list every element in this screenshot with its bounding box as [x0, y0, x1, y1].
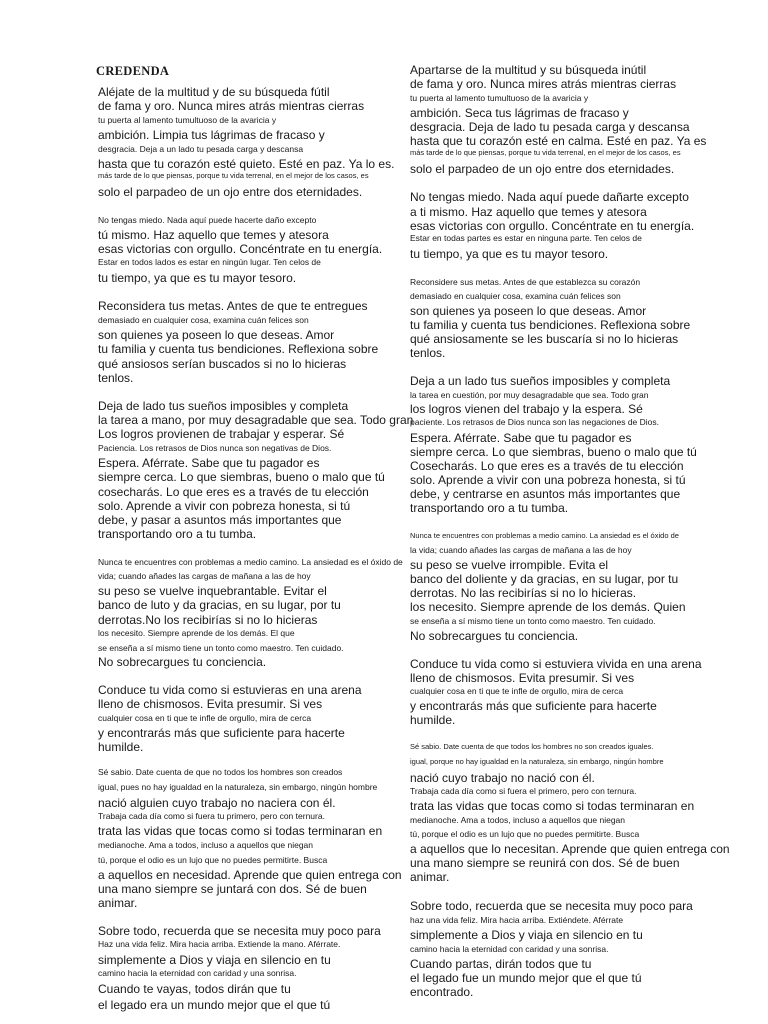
left-column-text-line: camino hacia la eternidad con caridad y una sonrisa.: [98, 968, 297, 978]
right-column-text-line: encontrado.: [410, 985, 474, 999]
left-column-text-line: Estar en todos lados es estar en ningún lugar. Ten celos de: [98, 257, 321, 267]
right-column-text-line: Cuando partas, dirán todos que tu: [410, 957, 592, 971]
right-column-text-line: Deja a un lado tus sueños imposibles y completa: [410, 374, 671, 388]
right-column-text-line: trata las vidas que tocas como si todas terminaran en: [410, 799, 695, 813]
left-column-text-line: No sobrecargues tu conciencia.: [98, 655, 267, 669]
right-column-text-line: tenlos.: [410, 346, 446, 360]
right-column-text-line: animar.: [410, 870, 450, 884]
right-column-text-line: demasiado en cualquier cosa, examina cuán felices son: [410, 291, 621, 301]
left-column-text-line: vida; cuando añades las cargas de mañana a las de hoy: [98, 571, 311, 581]
right-column-text-line: haz una vida feliz. Mira hacia arriba. Extiéndete. Aférrate: [410, 915, 624, 925]
left-column-text-line: Los logros provienen de trabajar y esperar. Sé: [98, 427, 345, 441]
left-column-text-line: a aquellos en necesidad. Aprende que quien entrega con: [98, 868, 402, 882]
left-column-text-line: Paciencia. Los retrasos de Dios nunca son negativas de Dios.: [98, 443, 332, 453]
left-column-text-line: banco de luto y da gracias, en su lugar, por tu: [98, 598, 341, 612]
document-title: CREDENDA: [96, 64, 170, 78]
right-column-text-line: Trabaja cada día como si fuera el primero, pero con ternura.: [410, 786, 637, 796]
right-column-text-line: Conduce tu vida como si estuviera vivida en una arena: [410, 657, 702, 671]
right-column-text-line: tu puerta al lamento tumultuoso de la avaricia y: [410, 93, 589, 103]
right-column-text-line: solo. Aprende a vivir con una pobreza honesta, si tú: [410, 473, 686, 487]
right-column-text-line: una mano siempre se reunirá con dos. Sé de buen: [410, 856, 680, 870]
left-column-text-line: el legado era un mundo mejor que el que tú: [98, 998, 331, 1012]
right-column-text-line: banco del doliente y da gracias, en su lugar, por tu: [410, 572, 679, 586]
left-column-text-line: Conduce tu vida como si estuvieras en una arena: [98, 683, 362, 697]
left-column-text-line: los necesito. Siempre aprende de los demás. El que: [98, 628, 295, 638]
right-column-text-line: a ti mismo. Haz aquello que temes y atesora: [410, 205, 647, 219]
right-column-text-line: tu tiempo, ya que es tu mayor tesoro.: [410, 247, 609, 261]
left-column-text-line: No tengas miedo. Nada aquí puede hacerte daño excepto: [98, 215, 317, 225]
left-column-text-line: tu tiempo, ya que es tu mayor tesoro.: [98, 271, 297, 285]
left-column-text-line: humilde.: [98, 740, 144, 754]
right-column-text-line: solo el parpadeo de un ojo entre dos eternidades.: [410, 162, 675, 176]
left-column-text-line: la tarea a mano, por muy desagradable que sea. Todo gran: [98, 413, 414, 427]
right-column-text-line: Estar en todas partes es estar en ninguna parte. Ten celos de: [410, 233, 642, 243]
left-column-text-line: cualquier cosa en ti que te infle de orgullo, mira de cerca: [98, 713, 312, 723]
left-column-text-line: transportando oro a tu tumba.: [98, 527, 257, 541]
left-column-text-line: trata las vidas que tocas como si todas terminaran en: [98, 824, 383, 838]
right-column-text-line: la vida; cuando añades las cargas de mañana a las de hoy: [410, 545, 632, 555]
left-column-text-line: esas victorias con orgullo. Concéntrate en tu energía.: [98, 242, 383, 256]
left-column-text-line: Sobre todo, recuerda que se necesita muy poco para: [98, 924, 381, 938]
right-column-text-line: paciente. Los retrasos de Dios nunca son las negaciones de Dios.: [410, 417, 660, 427]
left-column-text-line: Nunca te encuentres con problemas a medio camino. La ansiedad es el óxido de: [98, 557, 403, 567]
left-column-text-line: ambición. Limpia tus lágrimas de fracaso y: [98, 128, 325, 142]
left-column-text-line: debe, y pasar a asuntos más importantes que: [98, 513, 342, 527]
left-column-text-line: lleno de chismosos. Evita presumir. Si ves: [98, 697, 323, 711]
left-column-text-line: Reconsidera tus metas. Antes de que te entregues: [98, 299, 368, 313]
right-column-text-line: Cosecharás. Lo que eres es a través de tu elección: [410, 459, 684, 473]
right-column-text-line: camino hacia la eternidad con caridad y una sonrisa.: [410, 944, 609, 954]
left-column-text-line: Haz una vida feliz. Mira hacia arriba. Extiende la mano. Aférrate.: [98, 939, 341, 949]
left-column-text-line: medianoche. Ama a todos, incluso a aquellos que niegan: [98, 840, 314, 850]
right-column-text-line: esas victorias con orgullo. Concéntrate en tu energía.: [410, 219, 695, 233]
right-column-text-line: Sobre todo, recuerda que se necesita muy poco para: [410, 899, 693, 913]
right-column-text-line: Nunca te encuentres con problemas a medio camino. La ansiedad es el óxido de: [410, 531, 679, 540]
right-column-text-line: los logros vienen del trabajo y la espera. Sé: [410, 402, 643, 416]
right-column-text-line: No tengas miedo. Nada aquí puede dañarte excepto: [410, 190, 689, 204]
left-column-text-line: más tarde de lo que piensas, porque tu vida terrenal, en el mejor de los casos, es: [98, 171, 369, 180]
right-column-text-line: más tarde de lo que piensas, porque tu vida terrenal, en el mejor de los casos, es: [410, 148, 681, 157]
right-column-text-line: a aquellos que lo necesitan. Aprende que quien entrega con: [410, 842, 730, 856]
left-column-text-line: siempre cerca. Lo que siembras, bueno o malo que tú: [98, 470, 385, 484]
right-column-text-line: qué ansiosamente se les buscaría si no lo hicieras: [410, 332, 679, 346]
left-column-text-line: se enseña a sí mismo tiene un tonto como maestro. Ten cuidado.: [98, 643, 344, 653]
right-column-text-line: No sobrecargues tu conciencia.: [410, 629, 579, 643]
right-column-text-line: su peso se vuelve irrompible. Evita el: [410, 558, 609, 572]
left-column-text-line: son quienes ya poseen lo que deseas. Amor: [98, 328, 335, 342]
right-column-text-line: y encontrarás más que suficiente para hacerte: [410, 699, 657, 713]
right-column-text-line: Espera. Aférrate. Sabe que tu pagador es: [410, 431, 632, 445]
left-column-text-line: solo. Aprende a vivir con pobreza honesta, si tú: [98, 499, 351, 513]
left-column-text-line: nació alguien cuyo trabajo no naciera con él.: [98, 796, 336, 810]
left-column-text-line: y encontrarás más que suficiente para hacerte: [98, 726, 345, 740]
right-column-text-line: el legado fue un mundo mejor que el que tú: [410, 971, 642, 985]
right-column-text-line: se enseña a sí mismo tiene un tonto como maestro. Ten cuidado.: [410, 616, 656, 626]
right-column-text-line: tú, porque el odio es un lujo que no puedes permitirte. Busca: [410, 829, 640, 839]
left-column-text-line: tu puerta al lamento tumultuoso de la avaricia y: [98, 115, 277, 125]
right-column-text-line: la tarea en cuestión, por muy desagradable que sea. Todo gran: [410, 390, 649, 400]
right-column-text-line: Apartarse de la multitud y su búsqueda inútil: [410, 63, 647, 77]
right-column-text-line: Sé sabio. Date cuenta de que todos los hombres no son creados iguales.: [410, 742, 654, 751]
right-column-text-line: ambición. Seca tus lágrimas de fracaso y: [410, 106, 629, 120]
left-column-text-line: simplemente a Dios y viaja en silencio en tu: [98, 953, 331, 967]
left-column-text-line: igual, pues no hay igualdad en la naturaleza, sin embargo, ningún hombre: [98, 782, 378, 792]
left-column-text-line: cosecharás. Lo que eres es a través de tu elección: [98, 485, 369, 499]
right-column-text-line: son quienes ya poseen lo que deseas. Amor: [410, 304, 647, 318]
left-column-text-line: hasta que tu corazón esté quieto. Esté en paz. Ya lo es.: [98, 157, 395, 171]
left-column-text-line: Espera. Aférrate. Sabe que tu pagador es: [98, 456, 320, 470]
right-column-text-line: desgracia. Deja de lado tu pesada carga y descansa: [410, 120, 690, 134]
left-column-text-line: tú, porque el odio es un lujo que no puedes permitirte. Busca: [98, 855, 328, 865]
right-column-text-line: derrotas. No las recibirías si no lo hicieras.: [410, 586, 637, 600]
left-column-text-line: Trabaja cada día como si fuera tu primero, pero con ternura.: [98, 811, 325, 821]
right-column-text-line: igual, porque no hay igualdad en la naturaleza, sin embargo, ningún hombre: [410, 757, 664, 766]
right-column-text-line: medianoche. Ama a todos, incluso a aquellos que niegan: [410, 815, 626, 825]
left-column-text-line: qué ansiosos serían buscados si no lo hicieras: [98, 357, 347, 371]
right-column-text-line: humilde.: [410, 713, 456, 727]
right-column-text-line: los necesito. Siempre aprende de los demás. Quien: [410, 600, 686, 614]
right-column-text-line: transportando oro a tu tumba.: [410, 501, 569, 515]
left-column-text-line: demasiado en cualquier cosa, examina cuán felices son: [98, 315, 309, 325]
left-column-text-line: de fama y oro. Nunca mires atrás mientras cierras: [98, 99, 365, 113]
left-column-text-line: tú mismo. Haz aquello que temes y atesora: [98, 228, 329, 242]
right-column-text-line: debe, y centrarse en asuntos más importantes que: [410, 487, 681, 501]
left-column-text-line: tu familia y cuenta tus bendiciones. Reflexiona sobre: [98, 342, 379, 356]
left-column-text-line: Cuando te vayas, todos dirán que tu: [98, 982, 291, 996]
left-column-text-line: Aléjate de la multitud y de su búsqueda fútil: [98, 85, 330, 99]
right-column-text-line: de fama y oro. Nunca mires atrás mientras cierras: [410, 77, 677, 91]
right-column-text-line: simplemente a Dios y viaja en silencio en tu: [410, 928, 643, 942]
right-column-text-line: Reconsidere sus metas. Antes de que establezca su corazón: [410, 277, 641, 287]
left-column-text-line: Sé sabio. Date cuenta de que no todos los hombres son creados: [98, 767, 343, 777]
left-column-text-line: su peso se vuelve inquebrantable. Evitar el: [98, 584, 327, 598]
left-column-text-line: una mano siempre se juntará con dos. Sé de buen: [98, 882, 367, 896]
left-column-text-line: animar.: [98, 896, 138, 910]
right-column-text-line: hasta que tu corazón esté en calma. Esté en paz. Ya es: [410, 134, 707, 148]
left-column-text-line: tenlos.: [98, 371, 134, 385]
left-column-text-line: derrotas.No los recibirías si no lo hicieras: [98, 613, 318, 627]
right-column-text-line: tu familia y cuenta tus bendiciones. Reflexiona sobre: [410, 318, 691, 332]
right-column-text-line: siempre cerca. Lo que siembras, bueno o malo que tú: [410, 445, 697, 459]
left-column-text-line: Deja de lado tus sueños imposibles y completa: [98, 399, 349, 413]
left-column-text-line: solo el parpadeo de un ojo entre dos eternidades.: [98, 185, 363, 199]
right-column-text-line: cualquier cosa en ti que te infle de orgullo, mira de cerca: [410, 686, 624, 696]
right-column-text-line: lleno de chismosos. Evita presumir. Si ves: [410, 671, 635, 685]
left-column-text-line: desgracia. Deja a un lado tu pesada carga y descansa: [98, 144, 304, 154]
right-column-text-line: nació cuyo trabajo no nació con él.: [410, 771, 595, 785]
